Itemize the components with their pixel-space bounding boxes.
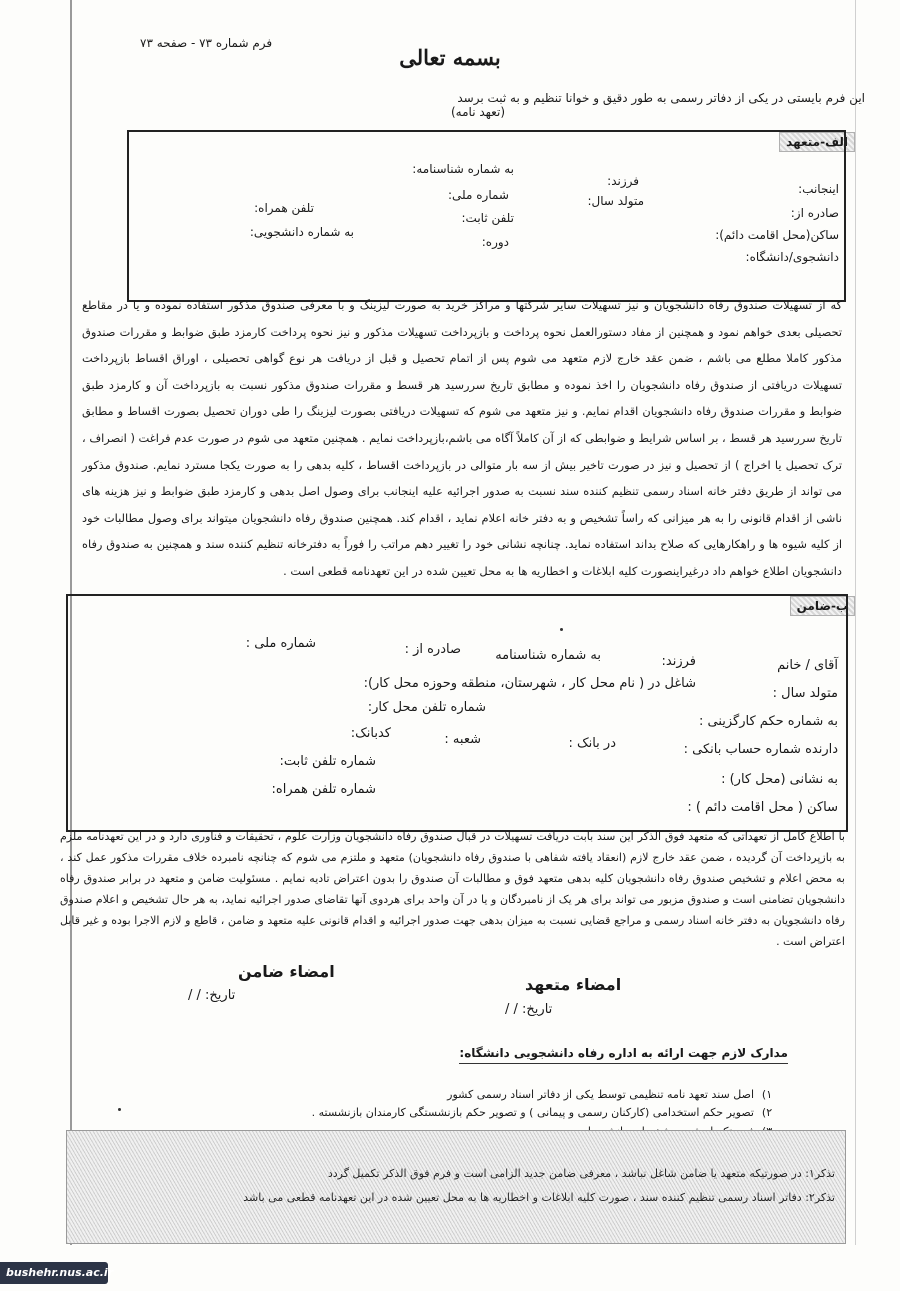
guarantor-signature-label: امضاء ضامن (238, 962, 335, 981)
page-edge-right (855, 0, 856, 1245)
site-footer-badge (0, 1262, 114, 1284)
notes-box (66, 1130, 846, 1244)
guarantor-commitment-text: با اطلاع کامل از تعهداتی که متعهد فوق الذکر این سند بابت دریافت تسهیلات در قبال صندوق رفاه دانشجویان وزارت علوم ، تحقیقات و فناوری دارد و در این تعهدنامه ملزم به بازپرداخت آن گردیده ، ضمن عقد خارج لازم (انعقاد یافته شفاهی با صندوق رفاه دانشجویان) متعهد و ملتزم می شوم که چنانچه نامبرده خلاف مقررات مذکور عمل کند ، به محض اعلام و تشخیص صندوق رفاه دانشجویان کلیه بدهی متعهد فوق و مطالبات آن صندوق را بدون اعتراض تادیه نمایم . مسئولیت ضامن و متعهد در برابر صندوق رفاه دانشجویان تضامنی است و صندوق مزبور می تواند برای هر یک از نامبردگان و یا در آن واحد برای هردوی آنها تقاضای صدور اجرائیه نماید، به هر حال تشخیص و اعلام صندوق رفاه دانشجویان به دفتر خانه اسناد رسمی و مراجع قضایی نسبت به میزان بدهی جهت صدور اجرائیه و اقدام قانونی علیه متعهد و ضامن ، قاطع و لازم الاجرا بوده و غیر قابل اعتراض است . (60, 830, 845, 948)
obligor-commitment-text: که از تسهیلات صندوق رفاه دانشجویان و نیز تسهیلات سایر شرکتها و مراکز خرید به صورت لیزینگ و با معرفی صندوق مذکور استفاده نموده و یا در مقاطع تحصیلی بعدی خواهم نمود و همچنین از مفاد دستورالعمل نحوه پرداخت و بازپرداخت تسهیلات مذکور و نیز نحوه پرداخت کارمزد طبق ضوابط و مقررات صندوق مذکور کاملا مطلع می باشم ، ضمن عقد خارج لازم متعهد می شوم پس از اتمام تحصیل و قبل از دریافت هر نوع گواهی تحصیلی ، اوراق اقساط بازپرداخت تسهیلات دریافتی از صندوق رفاه دانشجویان را اخذ نموده و مطابق تاریخ سررسید هر قسط و مقررات صندوق مذکور نسبت به بازپرداخت آن و کارمزد طبق ضوابط و مقررات صندوق رفاه دانشجویان اقدام نمایم. و نیز متعهد می شوم که تسهیلات دریافتی بصورت لیزینگ را طی دوران تحصیل بصورت اقساط و مطابق تاریخ سررسید هر قسط ، بر اساس شرایط و ضوابطی که از آن کاملاً آگاه می باشم،بازپرداخت نمایم . همچنین متعهد می شوم در صورت عدم فراغت ( انصراف ، ترک تحصیل یا اخراج ) از تحصیل و نیز در صورت تاخیر بیش از سه بار متوالی در بازپرداخت اقساط ، کلیه بدهی را به صورت یکجا مسترد نمایم. صندوق مذکور می تواند از طریق دفتر خانه اسناد رسمی تنظیم کننده سند نسبت به صدور اجرائیه علیه اینجانب برای وصول اصل بدهی و کارمزد طبق ضوابط و نیز هزینه های ناشی از اقدام قانونی را به هر میزانی که راساً تشخیص و به دفتر خانه اعلام نماید ، اقدام کند. همچنین صندوق رفاه دانشجویان میتواند برای وصول مطالبات خود از کلیه شیوه ها و راهکارهایی که صلاح بداند استفاده نماید. چنانچه نشانی خود را تغییر دهم مراتب را فوراً به دفترخانه تنظیم کننده سند و همچنین به صندوق رفاه دانشجویان اطلاع خواهم داد درغیراینصورت کلیه ابلاغات و اخطاریه ها به محل تعیین شده در این تعهدنامه قطعی است . (82, 298, 842, 578)
field-id-number: به شماره شناسنامه: (412, 162, 514, 176)
required-doc-item (447, 1088, 780, 1101)
document-title: بسمه تعالی (399, 45, 501, 70)
field-employment-order: به شماره حکم کارگزینی : (699, 714, 838, 729)
field-landline: تلفن ثابت: (461, 211, 514, 225)
field-birth-year: متولد سال: (587, 194, 644, 208)
section-b-label: ب-ضامن (790, 596, 855, 616)
document-subtitle: این فرم بایستی در یکی از دفاتر رسمی به طور دقیق و خوانا تنظیم و به ثبت برسد (457, 91, 865, 105)
field-branch: شعبه : (444, 732, 481, 747)
field-residence: ساکن(محل اقامت دائم): (715, 228, 839, 242)
guarantor-signature-date: تاریخ: / / (188, 988, 236, 1003)
site-url: bushehr.nus.ac.ir (6, 1266, 114, 1279)
note-line: تذکر۱: در صورتیکه متعهد یا ضامن شاغل نباشد ، معرفی ضامن جدید الزامی است و فرم فوق الذکر تکمیل گردد (327, 1167, 835, 1180)
field-guarantor-mobile: شماره تلفن همراه: (271, 782, 376, 797)
required-docs-title: مدارک لازم جهت ارائه به اداره رفاه دانشجویی دانشگاه: (459, 1046, 788, 1064)
field-bank-account: دارنده شماره حساب بانکی : (683, 742, 838, 757)
required-doc-item (312, 1106, 780, 1119)
field-guarantor-landline: شماره تلفن ثابت: (279, 754, 376, 769)
field-mobile: تلفن همراه: (254, 201, 314, 215)
field-national-id: شماره ملی: (448, 188, 509, 202)
required-doc-text: تصویر حکم استخدامی (کارکنان رسمی و پیمانی ) و تصویر حکم بازنشستگی کارمندان بازنشسته . (311, 1106, 754, 1119)
field-issued-from: صادره از: (790, 206, 839, 220)
obligor-signature-label: امضاء متعهد (525, 975, 622, 994)
field-guarantor-child-of: فرزند: (661, 654, 696, 669)
field-applicant: اینجانب: (798, 182, 839, 196)
field-student-number: به شماره دانشجویی: (249, 225, 354, 239)
required-doc-number: ۱) (761, 1088, 773, 1101)
required-doc-number: ۲) (761, 1106, 773, 1119)
scan-speck (118, 1108, 121, 1111)
form-reference: فرم شماره ۷۳ - صفحه ۷۳ (140, 36, 273, 50)
field-guarantor-residence: ساکن ( محل اقامت دائم ) : (687, 800, 838, 815)
field-guarantor-national-id: شماره ملی : (245, 636, 316, 651)
required-doc-text: اصل سند تعهد نامه تنظیمی توسط یکی از دفاتر اسناد رسمی کشور (447, 1088, 754, 1101)
form-name: (تعهد نامه) (451, 105, 505, 119)
field-child-of: فرزند: (607, 174, 639, 188)
field-employed-at: شاغل در ( نام محل کار ، شهرستان، منطقه وحوزه محل کار): (363, 676, 696, 691)
field-mr-mrs: آقای / خانم (777, 658, 838, 673)
field-work-phone: شماره تلفن محل کار: (367, 700, 486, 715)
field-work-address: به نشانی (محل کار) : (721, 772, 838, 787)
field-student-university: دانشجوی/دانشگاه: (745, 250, 839, 264)
field-guarantor-birth-year: متولد سال : (772, 686, 838, 701)
field-bank-code: کدبانک: (350, 726, 391, 741)
section-a-label: الف-متعهد (779, 132, 855, 152)
obligor-signature-date: تاریخ: / / (505, 1002, 553, 1017)
scan-speck (560, 628, 563, 631)
field-course: دوره: (481, 235, 509, 249)
field-guarantor-issued-from: صادره از : (404, 642, 461, 657)
field-guarantor-id-number: به شماره شناسنامه (495, 648, 601, 663)
section-b-box (66, 594, 848, 832)
field-at-bank: در بانک : (568, 736, 616, 751)
note-line: تذکر۲: دفاتر اسناد رسمی تنظیم کننده سند ، صورت کلیه ابلاغات و اخطاریه ها به محل تعیین شده در این تعهدنامه قطعی می باشد (243, 1191, 835, 1204)
section-a-box (127, 130, 846, 302)
